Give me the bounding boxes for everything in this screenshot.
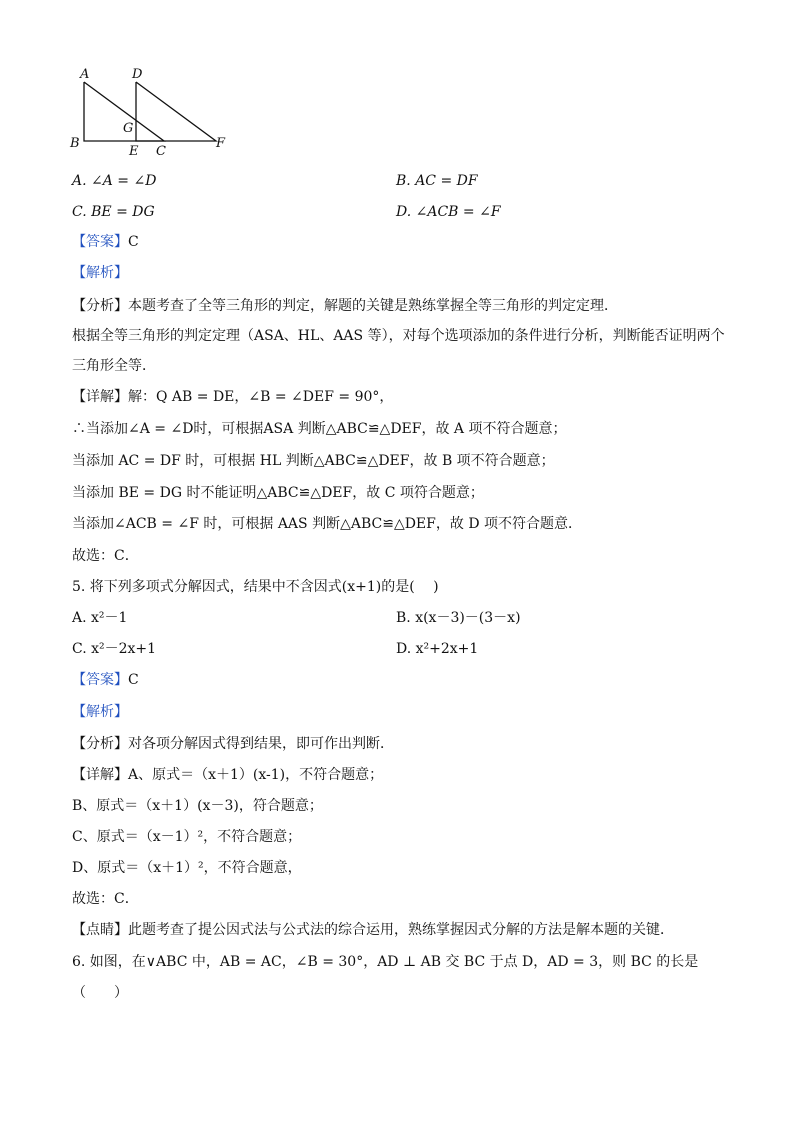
detail-tag: 【详解】 [72, 389, 128, 405]
label-D: D [132, 67, 143, 82]
q5-option-c: C. x²－2x+1 [72, 641, 157, 657]
q4-option-a: A. ∠A = ∠D [72, 173, 157, 189]
detail-text: A、原式＝（x＋1）(x-1)，不符合题意； [128, 767, 384, 783]
label-F: F [216, 136, 226, 151]
answer-tag: 【答案】 [72, 234, 128, 250]
q4-analysis-tag: 【解析】 [72, 265, 128, 281]
q4-fenxi-line3: 三角形全等． [72, 358, 156, 374]
q4-answer [72, 233, 139, 251]
q5-analysis-tag: 【解析】 [72, 704, 128, 720]
q6-paren: （ ） [72, 985, 128, 1001]
detail-tag: 【详解】 [72, 767, 128, 783]
triangle-def [136, 82, 216, 141]
q4-fenxi [72, 297, 618, 315]
q4-option-d: D. ∠ACB = ∠F [396, 204, 501, 220]
q6-stem: 6. 如图，在∨ABC 中，AB = AC，∠B = 30°，AD ⊥ AB 交 BC 于点 D，AD = 3，则 BC 的长是 [72, 954, 699, 970]
fenxi-text: 对各项分解因式得到结果，即可作出判断． [128, 736, 394, 752]
q4-option-b: B. AC = DF [396, 173, 478, 189]
q5-fenxi [72, 735, 394, 753]
q5-stem: 5. 将下列多项式分解因式，结果中不含因式(x+1)的是( ) [72, 579, 439, 595]
q5-line-c: C、原式＝（x－1）²，不符合题意； [72, 829, 302, 845]
comment-tag: 【点睛】 [72, 922, 128, 938]
q5-option-d: D. x²+2x+1 [396, 641, 479, 657]
q5-choose: 故选：C． [72, 891, 139, 907]
q5-option-b: B. x(x－3)－(3－x) [396, 610, 521, 626]
detail-text: 解：Q AB = DE，∠B = ∠DEF = 90°， [128, 389, 394, 405]
answer-value: C [128, 672, 139, 688]
label-G: G [123, 121, 134, 136]
q4-fenxi-line2: 根据全等三角形的判定定理（ASA、HL、AAS 等），对每个选项添加的条件进行分析，判断能否证明两个 [72, 328, 725, 344]
fenxi-tag: 【分析】 [72, 736, 128, 752]
q4-line-d: 当添加∠ACB = ∠F 时，可根据 AAS 判断△ABC≌△DEF，故 D 项不符合题意． [72, 516, 582, 532]
q5-option-a: A. x²－1 [72, 610, 128, 626]
q5-line-d: D、原式＝（x＋1）²，不符合题意， [72, 860, 302, 876]
label-E: E [129, 144, 139, 158]
q4-line-b: 当添加 AC = DF 时，可根据 HL 判断△ABC≌△DEF，故 B 项不符合题意； [72, 453, 555, 469]
answer-value: C [128, 234, 139, 250]
q5-line-b: B、原式＝（x＋1）(x－3)，符合题意； [72, 798, 323, 814]
geometry-figure [66, 62, 236, 158]
q4-choose: 故选：C． [72, 548, 139, 564]
q5-comment [72, 921, 674, 939]
q5-answer [72, 671, 139, 689]
q4-line-c: 当添加 BE = DG 时不能证明△ABC≌△DEF，故 C 项符合题意； [72, 485, 484, 501]
q5-detail [72, 766, 383, 784]
q4-detail [72, 388, 393, 406]
fenxi-text: 本题考查了全等三角形的判定，解题的关键是熟练掌握全等三角形的判定定理． [128, 298, 618, 314]
answer-tag: 【答案】 [72, 672, 128, 688]
comment-text: 此题考查了提公因式法与公式法的综合运用，熟练掌握因式分解的方法是解本题的关键． [128, 922, 674, 938]
q4-line-a: ∴当添加∠A = ∠D时，可根据ASA 判断△ABC≌△DEF，故 A 项不符合题意； [72, 421, 567, 437]
q4-option-c: C. BE = DG [72, 204, 155, 220]
fenxi-tag: 【分析】 [72, 298, 128, 314]
label-A: A [80, 67, 90, 82]
label-B: B [70, 136, 80, 151]
label-C: C [156, 144, 166, 158]
